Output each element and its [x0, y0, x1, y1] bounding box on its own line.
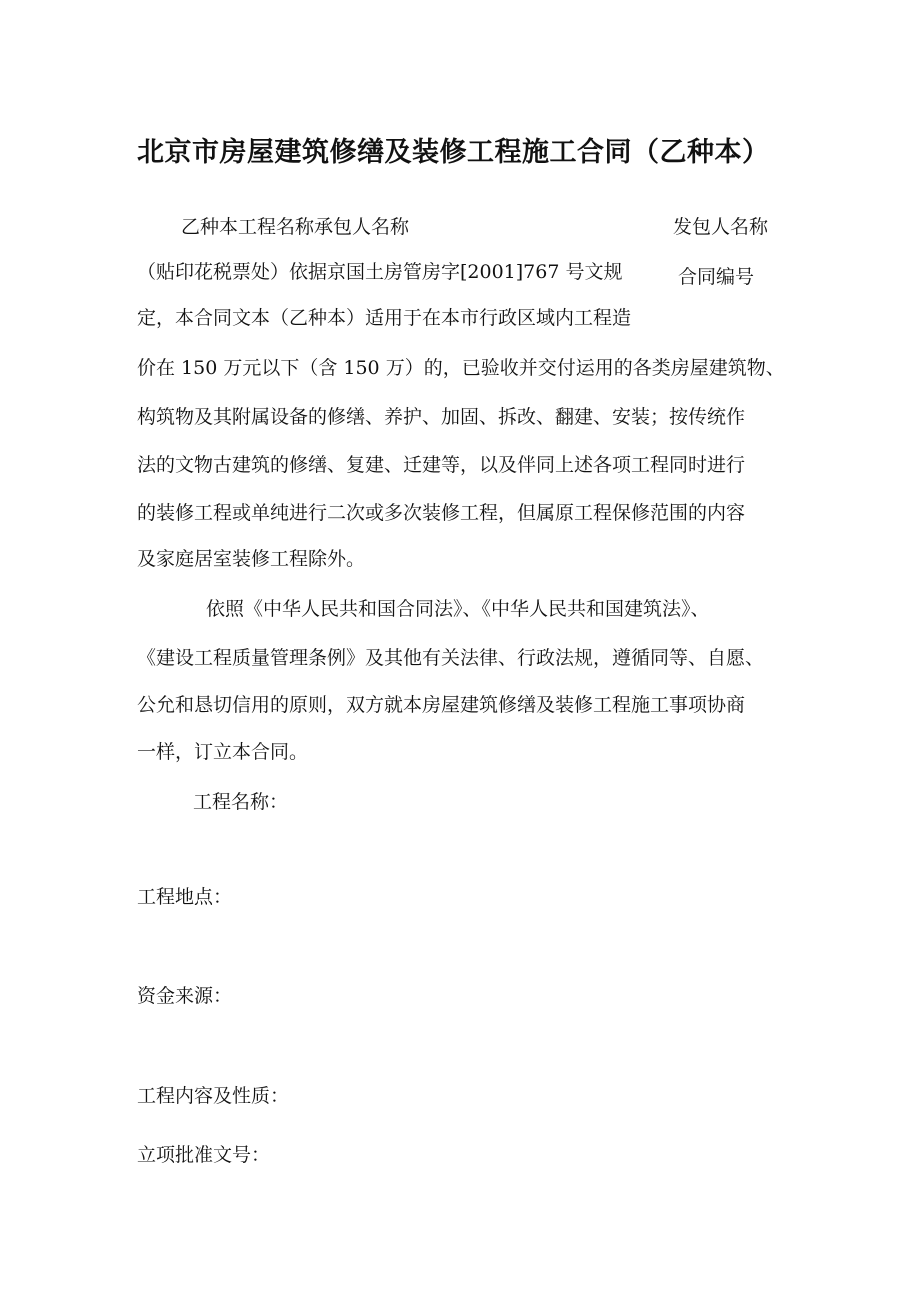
paragraph1-line: 法的文物古建筑的修缮、复建、迁建等，以及伴同上述各项工程同时进行 [137, 454, 746, 476]
paragraph1-line: 及家庭居室装修工程除外。 [137, 548, 366, 570]
paragraph2-line: 一样，订立本合同。 [137, 741, 309, 763]
employer-name-label: 发包人名称 [673, 216, 769, 238]
project-name-field: 工程名称： [193, 791, 289, 813]
paragraph1-line: 价在 150 万元以下（含 150 万）的，已验收并交付运用的各类房屋建筑物、 [137, 357, 785, 379]
paragraph1-line: 构筑物及其附属设备的修缮、养护、加固、拆改、翻建、安装；按传统作 [137, 406, 746, 428]
content-nature-field: 工程内容及性质： [137, 1085, 290, 1107]
approval-number-field: 立项批准文号： [137, 1144, 271, 1166]
paragraph1-line: 的装修工程或单纯进行二次或多次装修工程，但属原工程保修范围的内容 [137, 502, 746, 524]
header-left-line: 乙种本工程名称承包人名称 [181, 216, 410, 238]
paragraph2-line: 《建设工程质量管理条例》及其他有关法律、行政法规，遵循同等、自愿、 [137, 647, 765, 669]
stamp-line: （贴印花税票处）依据京国土房管房字[2001]767 号文规 [137, 261, 623, 283]
paragraph1-line: 定，本合同文本（乙种本）适用于在本市行政区域内工程造 [137, 307, 632, 329]
fund-source-field: 资金来源： [137, 985, 233, 1007]
contract-number-label: 合同编号 [678, 266, 755, 288]
document-title: 北京市房屋建筑修缮及装修工程施工合同（乙种本） [137, 137, 770, 168]
paragraph2-line: 公允和恳切信用的原则，双方就本房屋建筑修缮及装修工程施工事项协商 [137, 694, 746, 716]
paragraph2-line: 依照《中华人民共和国合同法》、《中华人民共和国建筑法》、 [206, 598, 710, 620]
project-location-field: 工程地点： [137, 886, 233, 908]
